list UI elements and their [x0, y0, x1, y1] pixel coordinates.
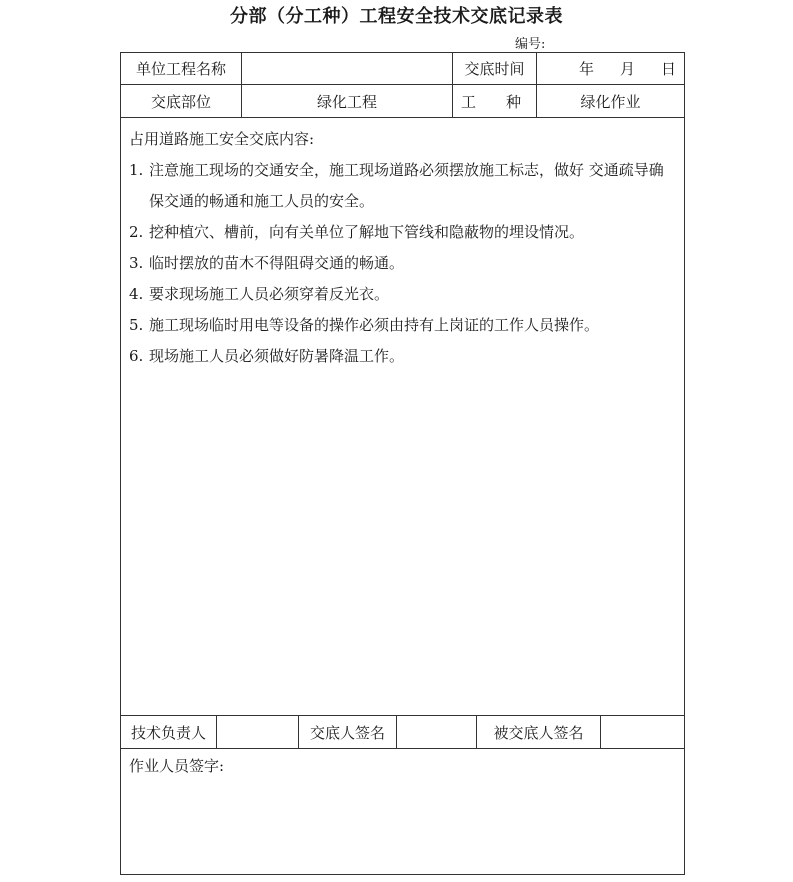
disclosure-content — [121, 118, 684, 716]
discloser-field[interactable] — [397, 716, 477, 748]
date-year-label: 年 — [579, 60, 595, 78]
content-heading: 占用道路施工安全交底内容: — [129, 130, 315, 148]
document-title: 分部（分工种）工程安全技术交底记录表 — [230, 6, 563, 27]
header-row-2 — [121, 85, 684, 118]
part-label: 交底部位 — [121, 85, 242, 117]
item-text: 注意施工现场的交通安全，施工现场道路必须摆放施工标志，做好 交通疏导确保交通的畅通和施工人员的安全。 — [149, 161, 664, 210]
item-text: 挖种植穴、槽前，向有关单位了解地下管线和隐蔽物的埋设情况。 — [149, 223, 585, 241]
date-month-label: 月 — [620, 60, 636, 78]
workers-signature-label: 作业人员签字: — [129, 757, 225, 775]
tech-lead-field[interactable] — [217, 716, 299, 748]
list-item — [129, 341, 676, 372]
unit-project-label: 单位工程名称 — [121, 53, 242, 84]
record-form-table — [120, 52, 685, 875]
item-text: 施工现场临时用电等设备的操作必须由持有上岗证的工作人员操作。 — [149, 316, 600, 334]
list-item — [129, 279, 676, 310]
signature-row — [121, 716, 684, 749]
trade-value: 绿化作业 — [580, 92, 641, 111]
receiver-field[interactable] — [601, 716, 684, 748]
date-field[interactable] — [537, 53, 684, 84]
item-number: 2. — [129, 223, 144, 241]
list-item — [129, 248, 676, 279]
workers-signature-area[interactable] — [121, 749, 684, 874]
receiver-label: 被交底人签名 — [477, 716, 601, 748]
part-value: 绿化工程 — [242, 85, 453, 117]
item-number: 5. — [129, 316, 144, 334]
item-number: 4. — [129, 285, 144, 303]
item-text: 要求现场施工人员必须穿着反光衣。 — [149, 285, 390, 303]
list-item — [129, 155, 676, 217]
item-text: 临时摆放的苗木不得阻碍交通的畅通。 — [149, 254, 405, 272]
item-number: 1. — [129, 161, 144, 179]
date-day-label: 日 — [661, 60, 677, 78]
list-item — [129, 217, 676, 248]
date-label: 交底时间 — [453, 53, 537, 84]
tech-lead-label: 技术负责人 — [121, 716, 217, 748]
trade-label: 工 种 — [453, 85, 537, 117]
unit-project-field[interactable] — [242, 53, 453, 84]
item-number: 3. — [129, 254, 144, 272]
header-row-1 — [121, 53, 684, 85]
discloser-label: 交底人签名 — [299, 716, 397, 748]
list-item — [129, 310, 676, 341]
item-number: 6. — [129, 347, 144, 365]
item-text: 现场施工人员必须做好防暑降温工作。 — [149, 347, 405, 365]
doc-number-label: 编号: — [515, 37, 546, 52]
